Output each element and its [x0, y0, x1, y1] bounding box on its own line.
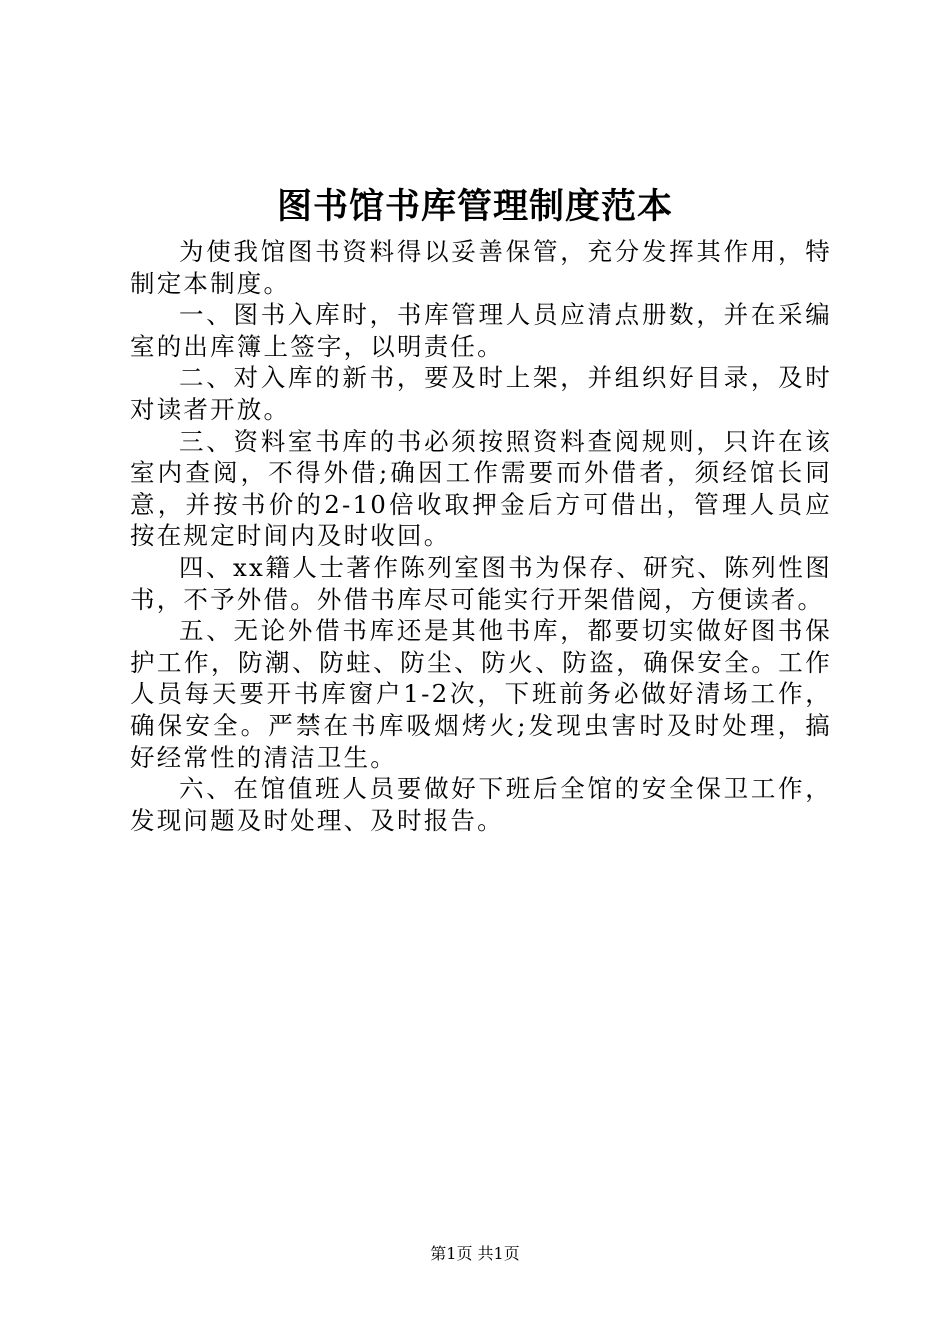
paragraph-6: 六、在馆值班人员要做好下班后全馆的安全保卫工作，发现问题及时处理、及时报告。	[130, 774, 832, 835]
paragraph-1: 一、图书入库时，书库管理人员应清点册数，并在采编室的出库簿上签字，以明责任。	[130, 300, 832, 361]
document-body	[130, 236, 832, 836]
document-title: 图书馆书库管理制度范本	[276, 186, 673, 227]
paragraph-4: 四、xx籍人士著作陈列室图书为保存、研究、陈列性图书，不予外借。外借书库尽可能实行开架借阅，方便读者。	[130, 552, 832, 614]
paragraph-5: 五、无论外借书库还是其他书库，都要切实做好图书保护工作，防潮、防蛀、防尘、防火、防盗，确保安全。工作人员每天要开书库窗户1-2次，下班前务必做好清场工作，确保安全。严禁在书库吸烟烤火;发现虫害时及时处理，搞好经常性的清洁卫生。	[130, 616, 832, 772]
paragraph-intro: 为使我馆图书资料得以妥善保管，充分发挥其作用，特制定本制度。	[130, 237, 832, 298]
paragraph-3: 三、资料室书库的书必须按照资料查阅规则，只许在该室内查阅，不得外借;确因工作需要而外借者，须经馆长同意，并按书价的2-10倍收取押金后方可借出，管理人员应按在规定时间内及时收回。	[130, 426, 832, 551]
paragraph-2: 二、对入库的新书，要及时上架，并组织好目录，及时对读者开放。	[130, 363, 832, 424]
page-footer: 第1页 共1页	[430, 1244, 520, 1263]
